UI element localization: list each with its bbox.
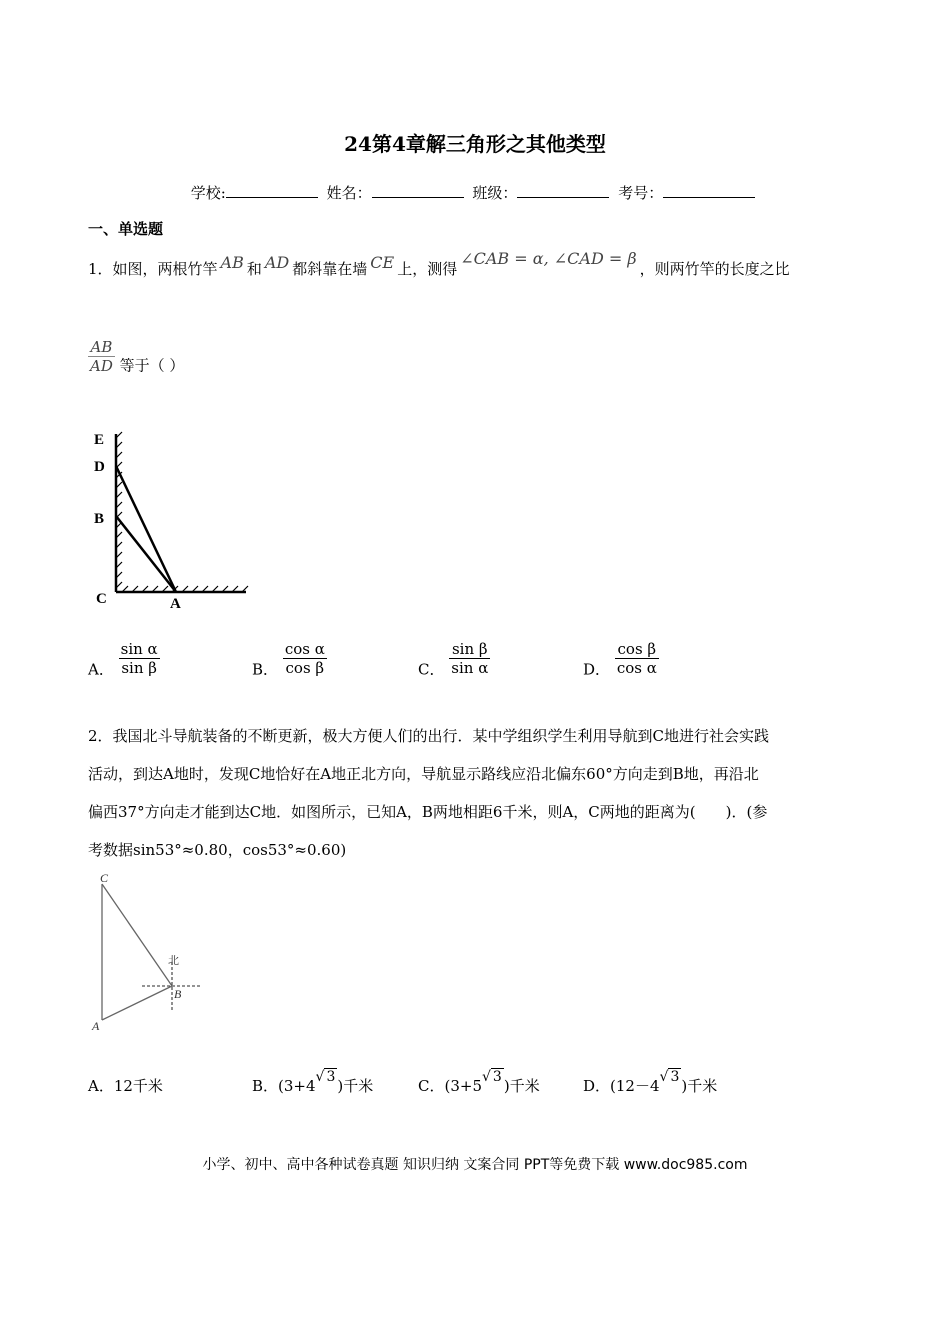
q1-figure [88,426,258,616]
q1-var-ce: CE [370,253,395,272]
q2-line-1: 2．我国北斗导航装备的不断更新，极大方便人们的出行．某中学组织学生利用导航到C地进行社会实践 [88,727,770,745]
class-blank[interactable] [517,183,609,198]
q1-text-a: 1．如图，两根竹竿 [88,260,218,278]
class-label: 班级： [472,184,518,202]
q1-angles: ∠CAB = α, ∠CAD = β [460,249,637,268]
label-b: B [94,511,105,527]
label-a: A [92,1019,100,1033]
label-north: 北 [168,955,179,967]
sqrt-symbol: √ 3 [659,1069,680,1085]
label-c: C [100,871,109,885]
q1-var-ad: AD [264,253,290,272]
q1-text-e: ，则两竹竿的长度之比 [639,260,790,278]
q1-ratio-line [88,338,184,376]
q2-figure [88,870,208,1040]
q2-line-2: 活动，到达A地时，发现C地恰好在A地正北方向，导航显示路线应沿北偏东60°方向走到B地，再沿北 [88,765,759,783]
name-label: 姓名： [326,184,372,202]
sqrt-symbol: √ 3 [482,1069,502,1085]
q1-text-c: 都斜靠在墙 [292,260,368,278]
label-b: B [174,987,182,1001]
label-a: A [170,596,181,612]
q1-text-b: 和 [246,260,262,278]
student-info-row [0,182,950,203]
q2-option-d[interactable]: D．(12－4√ 3 )千米 [583,1069,718,1095]
section-heading: 一、单选题 [88,220,164,238]
q2-option-b[interactable]: B．(3+4√ 3 )千米 [252,1069,374,1095]
q1-var-ab: AB [220,253,244,272]
school-label: 学校: [190,184,226,202]
q1-option-d[interactable]: D． $\frac{\text{cos β}}{\text{cos α}}$ [583,640,657,679]
name-blank[interactable] [372,183,464,198]
q2-option-c[interactable]: C．(3+5√ 3 )千米 [418,1069,540,1095]
exam-no-label: 考号： [618,184,664,202]
q1-text-d: 上，测得 [397,260,458,278]
school-blank[interactable] [226,183,318,198]
q2-line-4: 考数据sin53°≈0.80，cos53°≈0.60) [88,841,347,859]
segment-ab [102,986,172,1020]
question-1-stem [88,249,790,279]
q1-ratio-fraction: $\frac{AB}{AD}$ [90,338,113,375]
q1-equals-text: 等于（ ） [119,356,185,375]
q2-option-a[interactable]: A．12千米 [88,1077,163,1095]
exam-no-blank[interactable] [663,183,755,198]
label-c: C [96,591,107,607]
q1-option-a[interactable]: A． $\frac{\text{sin α}}{\text{sin β}}$ [88,640,158,679]
label-d: D [94,459,105,475]
q2-line-3: 偏西37°方向走才能到达C地．如图所示，已知A，B两地相距6千米，则A，C两地的距离为( )．(参 [88,803,768,821]
footer-text[interactable]: 小学、初中、高中各种试卷真题 知识归纳 文案合同 PPT等免费下载 www.doc985.com [202,1157,748,1173]
sqrt-symbol: √ 3 [315,1069,336,1085]
segment-cb [102,884,172,986]
q1-option-b[interactable]: B． $\frac{\text{cos α}}{\text{cos β}}$ [252,640,325,679]
label-e: E [94,432,105,448]
q1-option-c[interactable]: C． $\frac{\text{sin β}}{\text{sin α}}$ [418,640,489,679]
page-title: 24第4章解三角形之其他类型 [344,132,606,156]
